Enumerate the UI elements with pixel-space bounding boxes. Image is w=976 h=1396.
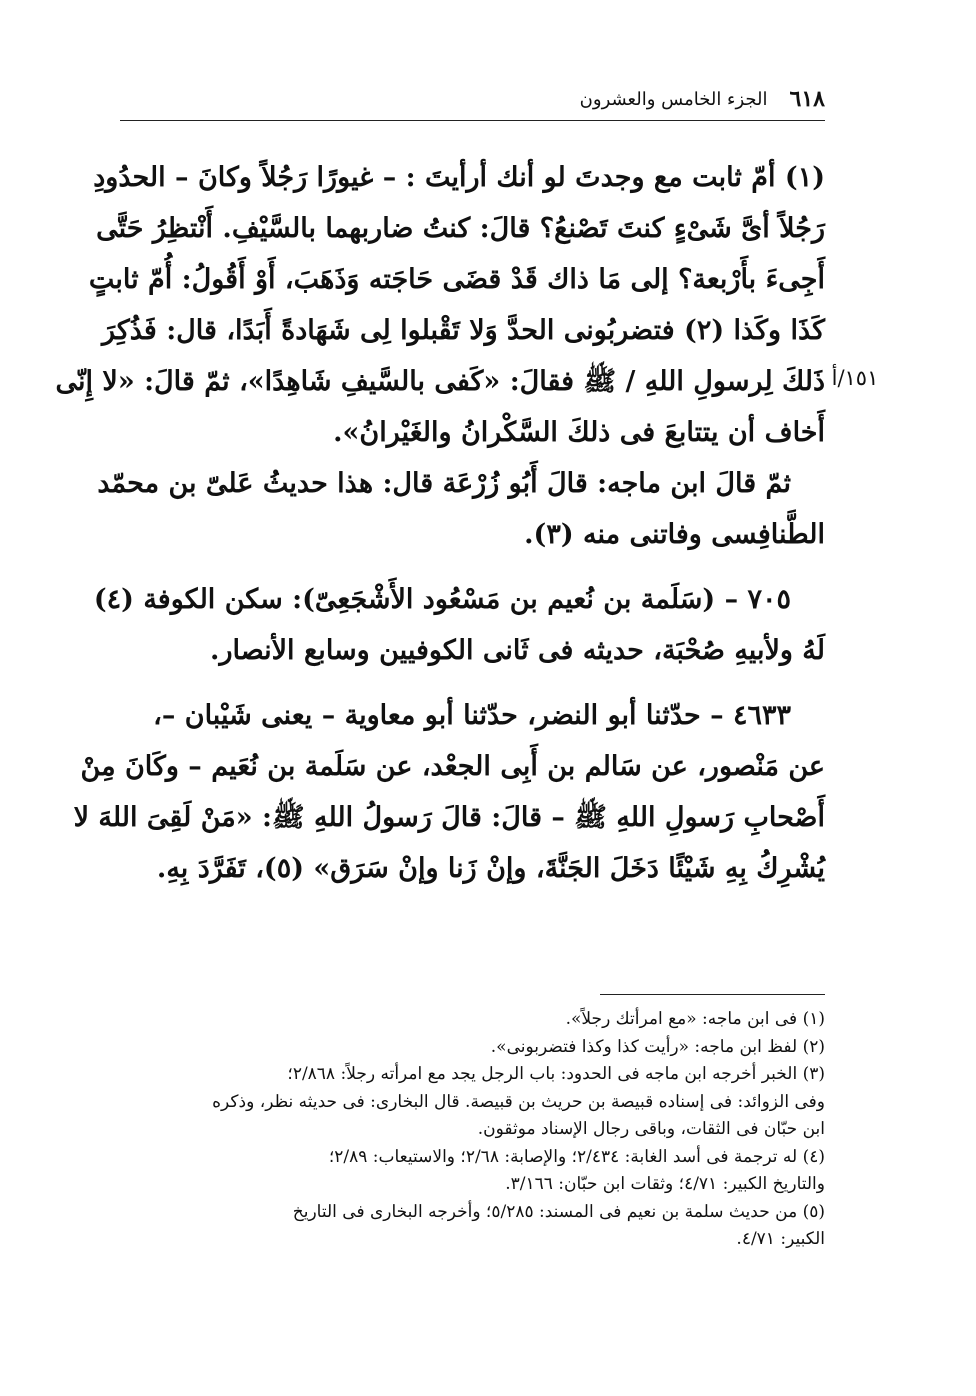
footnote-line: (٤) له ترجمة فى أسد الغابة: ٢/٤٣٤؛ والإصابة: ٢/٦٨؛ والاستيعاب: ٢/٨٩؛ xyxy=(328,1146,825,1167)
footnote-5 xyxy=(120,1199,825,1254)
footnote-rule xyxy=(600,994,825,995)
text-line: يُشْرِكُ بِهِ شَيْئًا دَخَلَ الجَنَّةَ، وإنْ زَنا وإنْ سَرَق» (٥)، تَفَرَّدَ بِهِ. xyxy=(156,853,825,884)
text-line: ٤٦٣٣ – حدّثنا أبو النضر، حدّثنا أبو معاوية – يعنى شَيْبان –، xyxy=(153,700,791,731)
footnote-line: الكبير: ٤/٧١. xyxy=(736,1229,825,1249)
footnote-line: (٢) لفظ ابن ماجه: «رأيت كذا وكذا فتضربونى». xyxy=(490,1036,825,1057)
main-text xyxy=(55,152,825,894)
footnote-3 xyxy=(120,1061,825,1144)
footnote-line: ابن حبّان فى الثقات، وباقى رجال الإسناد موثقون. xyxy=(477,1119,825,1139)
text-line: ٧٠٥ – (سَلَمة بن نُعيم بن مَسْعُود الأَشْجَعِىّ): سكن الكوفة (٤) xyxy=(93,584,791,615)
footnote-line: (١) فى ابن ماجه: «مع امرأتك رجلاً». xyxy=(565,1009,825,1029)
running-title: الجزء الخامس والعشرون xyxy=(579,88,768,110)
text-line: ذَلكَ لِرسولِ اللهِ / ﷺ فقالَ: «كَفى بالسَّيفِ شَاهِدًا»، ثمّ قالَ: «لا إِنّى xyxy=(55,366,825,397)
header-rule xyxy=(120,120,825,121)
text-line: الطَّنافِسى وفاتنى منه (٣). xyxy=(524,519,825,550)
footnote-line: والتاريخ الكبير: ٤/٧١؛ وثقات ابن حبّان: ٣/١٦٦. xyxy=(505,1174,825,1194)
text-line: عن مَنْصور، عن سَالم بن أَبِى الجعْد، عن سَلَمة بن نُعَيم – وكَانَ مِنْ xyxy=(80,751,825,782)
text-line: أَخاف أن يتتابعَ فى ذلكَ السَّكْرانُ والغَيْرانُ». xyxy=(333,417,825,448)
text-line: لَهُ ولأبيهِ صُحْبَة، حديثه فى ثَانى الكوفيين وسابع الأنصار. xyxy=(210,635,825,666)
page-header xyxy=(120,84,825,114)
footnote-line: (٥) من حديث سلمة بن نعيم فى المسند: ٥/٢٨٥؛ وأخرجه البخارى فى التاريخ xyxy=(292,1201,825,1222)
entry-heading-705 xyxy=(93,574,825,676)
hadith-4633 xyxy=(73,690,825,894)
footnote-line: (٣) الخبر أخرجه ابن ماجه فى الحدود: باب الرجل يجد مع امرأته رجلاً: ٢/٨٦٨؛ xyxy=(287,1064,825,1084)
paragraph-2 xyxy=(97,458,825,560)
text-line: رَجُلاً أىَّ شَىْءٍ كنتَ تَصْنعُ؟ قالَ: كنتُ ضاربهما بالسَّيْفِ. أَنْتظِرُ حَتَّى xyxy=(96,213,825,244)
text-line: أَجِىءَ بأَرْبعة؟ إلى مَا ذاك قَدْ قضَى حَاجَته وَذَهَبَ، أَوْ أَقُولُ: أُمّ ثابتٍ xyxy=(88,264,825,295)
text-line: أَصْحابِ رَسولِ اللهِ ﷺ – قالَ: قالَ رَسولُ اللهِ ﷺ: «مَنْ لَقِىَ اللهَ لا xyxy=(73,802,825,833)
footnote-line: وفى الزوائد: فى إسناده قبيصة بن حريث بن قبيصة. قال البخارى: فى حديثه نظر، وذكره xyxy=(212,1091,825,1112)
margin-manuscript-ref: ١٥١/أ xyxy=(831,366,879,390)
page-number: ٦١٨ xyxy=(789,86,825,112)
footnotes xyxy=(120,1006,825,1254)
footnote-2 xyxy=(120,1034,825,1062)
paragraph-1 xyxy=(55,152,825,458)
footnote-4 xyxy=(120,1144,825,1199)
text-line: (١) أمّ ثابت مع وجدتَ لو أنك أرأيتَ : – غيورًا رَجُلاً وكانَ – الحدُودِ xyxy=(93,162,825,193)
text-line: كَذَا وكَذا (٢) فتضربُونى الحدَّ وَلا تَقْبلوا لِى شَهَادةً أَبَدًا، قال: فَذُكِرَ xyxy=(101,315,825,346)
footnote-1 xyxy=(120,1006,825,1034)
text-line: ثمّ قالَ ابن ماجه: قالَ أَبُو زُرْعَة قال: هذا حديثُ عَلىّ بن محمّد xyxy=(97,468,791,499)
